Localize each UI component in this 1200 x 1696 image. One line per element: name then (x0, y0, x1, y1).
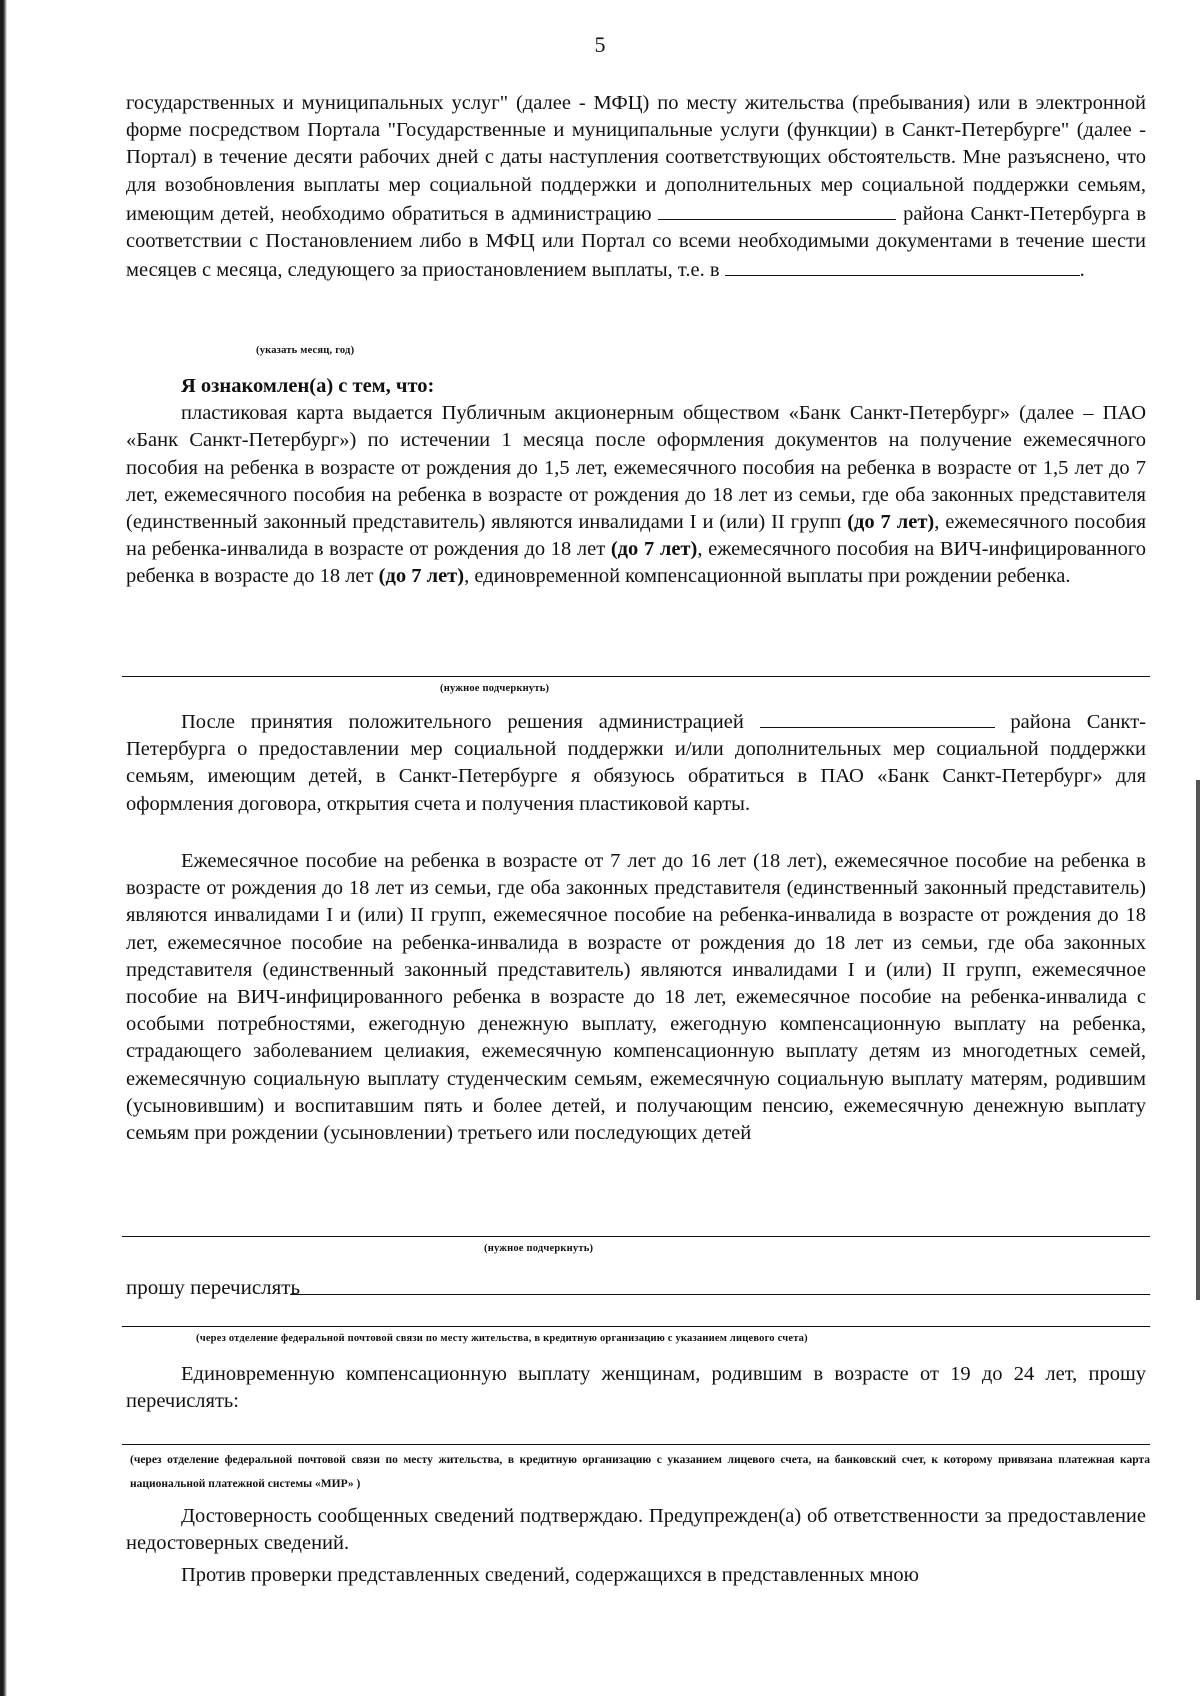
notice-text (126, 400, 1146, 590)
scan-page-edge (0, 0, 7, 1696)
district-blank-1[interactable] (658, 199, 896, 220)
paragraph-bank-obligation (126, 707, 1146, 818)
paragraph-confirmation (126, 1503, 1146, 1557)
month-year-blank[interactable] (725, 255, 1080, 276)
paragraph-lump-sum (126, 1361, 1146, 1415)
paragraph-text: После принятия положительного решения администрацией (181, 711, 744, 733)
underline-caption: (нужное подчеркнуть) (484, 1243, 594, 1254)
bold-term: (до 7 лет) (847, 511, 935, 534)
scan-page-edge-right (1196, 780, 1200, 1300)
paragraph-text: , ежемесячного пособия на ВИЧ-инфицированного ребенка в возрасте до 18 лет (126, 538, 1146, 588)
payment-method-line[interactable] (290, 1294, 1150, 1295)
paragraph-text: Против проверки представленных сведений, содержащихся в представленных мною (181, 1564, 919, 1586)
notice-heading: Я ознакомлен(а) с тем, что: (181, 375, 435, 397)
paragraph-text: Достоверность сообщенных сведений подтверждаю. Предупрежден(а) об ответственности за предоставление недостоверных сведений. (126, 1505, 1146, 1555)
notice-block (126, 373, 1146, 591)
underline-rule[interactable] (122, 1236, 1150, 1237)
bold-term: (до 7 лет) (610, 538, 698, 561)
paragraph-text: пластиковая карта выдается Публичным акционерным обществом «Банк Санкт-Петербург» (далее – ПАО «Банк Санкт-Петербург») по истечении 1 месяца после оформления документов на получение ежемесячного пособия на ребенка в возрасте от рождения до 1,5 лет, ежемесячного пособия на ребенка в возрасте от 1,5 лет до 7 лет, ежемесячного пособия на ребенка в возрасте от рождения до 18 лет из семьи, где оба законных представителя (единственный законный представитель) являются инвалидами I и (или) II групп (126, 402, 1146, 534)
request-label: прошу перечислять (126, 1275, 301, 1299)
blank-caption: (указать месяц, год) (256, 345, 355, 356)
paragraph-text: , единовременной компенсационной выплаты при рождении ребенка. (464, 565, 1071, 588)
paragraph-monthly-benefits (126, 848, 1146, 1147)
paragraph-text: района Санкт-Петербурга о предоставлении мер социальной поддержки и/или дополнительных мер социальной поддержки семьям, имеющим детей, в Санкт-Петербурге я обязуюсь обратиться в ПАО «Банк Санкт-Петербург» для оформления договора, открытия счета и получения пластиковой карты. (126, 711, 1147, 815)
paragraph-text: государственных и муниципальных услуг" (далее - МФЦ) по месту жительства (пребывания) или в электронной форме посредством Портала "Государственные и муниципальные услуги (функции) в Санкт-Петербурге" (далее - Портал) в течение десяти рабочих дней с даты наступления соответствующих обстоятельств. Мне разъяснено, что для возобновления выплаты мер социальной поддержки и дополнительных мер социальной поддержки семьям, имеющим детей, необходимо обратиться в администрацию (126, 92, 1146, 225)
district-blank-2[interactable] (760, 707, 995, 728)
paragraph-mfc-resume (126, 90, 1146, 284)
payment-caption-2: (через отделение федеральной почтовой связи по месту жительства, в кредитную организацию с указанием лицевого счета, на банковский счет, к которому привязана платежная карта национальной платежной системы «МИР» ) (130, 1454, 1150, 1490)
paragraph-verification (126, 1562, 1146, 1589)
bold-term: (до 7 лет) (378, 565, 465, 588)
paragraph-text: района Санкт-Петербурга в соответствии с Постановлением либо в МФЦ или Портал со всеми необходимыми документами в течение шести месяцев с месяца, следующего за приостановлением выплаты, т.е. в (126, 202, 1147, 282)
page-number: 5 (594, 32, 606, 57)
period-mark: . (1079, 259, 1085, 282)
paragraph-text: Единовременную компенсационную выплату женщинам, родившим в возрасте от 19 до 24 лет, прошу перечислять: (126, 1363, 1146, 1413)
paragraph-text: , ежемесячного пособия на ребенка-инвалида в возрасте от рождения до 18 лет (126, 511, 1146, 561)
underline-rule[interactable] (122, 676, 1150, 677)
paragraph-text: Ежемесячное пособие на ребенка в возрасте от 7 лет до 16 лет (18 лет), ежемесячное пособие на ребенка в возрасте от рождения до 18 лет из семьи, где оба законных представителя (единственный законный представитель) являются инвалидами I и (или) II групп, ежемесячное пособие на ребенка-инвалида в возрасте от рождения до 18 лет, ежемесячное пособие на ребенка-инвалида в возрасте от рождения до 18 лет из семьи, где оба законных представителя (единственный законный представитель) являются инвалидами I и (или) II групп, ежемесячное пособие на ВИЧ-инфицированного ребенка в возрасте до 18 лет, ежемесячное пособие на ребенка-инвалида с особыми потребностями, ежегодную денежную выплату, ежегодную компенсационную выплату на ребенка, страдающего заболеванием целиакия, ежемесячную компенсационную выплату детям из многодетных семей, ежемесячную социальную выплату студенческим семьям, ежемесячную социальную выплату матерям, родившим (усыновившим) и воспитавшим пять и более детей, и получающим пенсию, ежемесячную денежную выплату семьям при рождении (усыновлении) третьего или последующих детей (126, 850, 1146, 1145)
payment-caption: (через отделение федеральной почтовой связи по месту жительства, в кредитную организацию с указанием лицевого счета) (196, 1333, 808, 1344)
payment-method-line-2[interactable] (122, 1326, 1150, 1327)
underline-caption: (нужное подчеркнуть) (440, 683, 550, 694)
payment-method-line-3[interactable] (122, 1444, 1150, 1445)
